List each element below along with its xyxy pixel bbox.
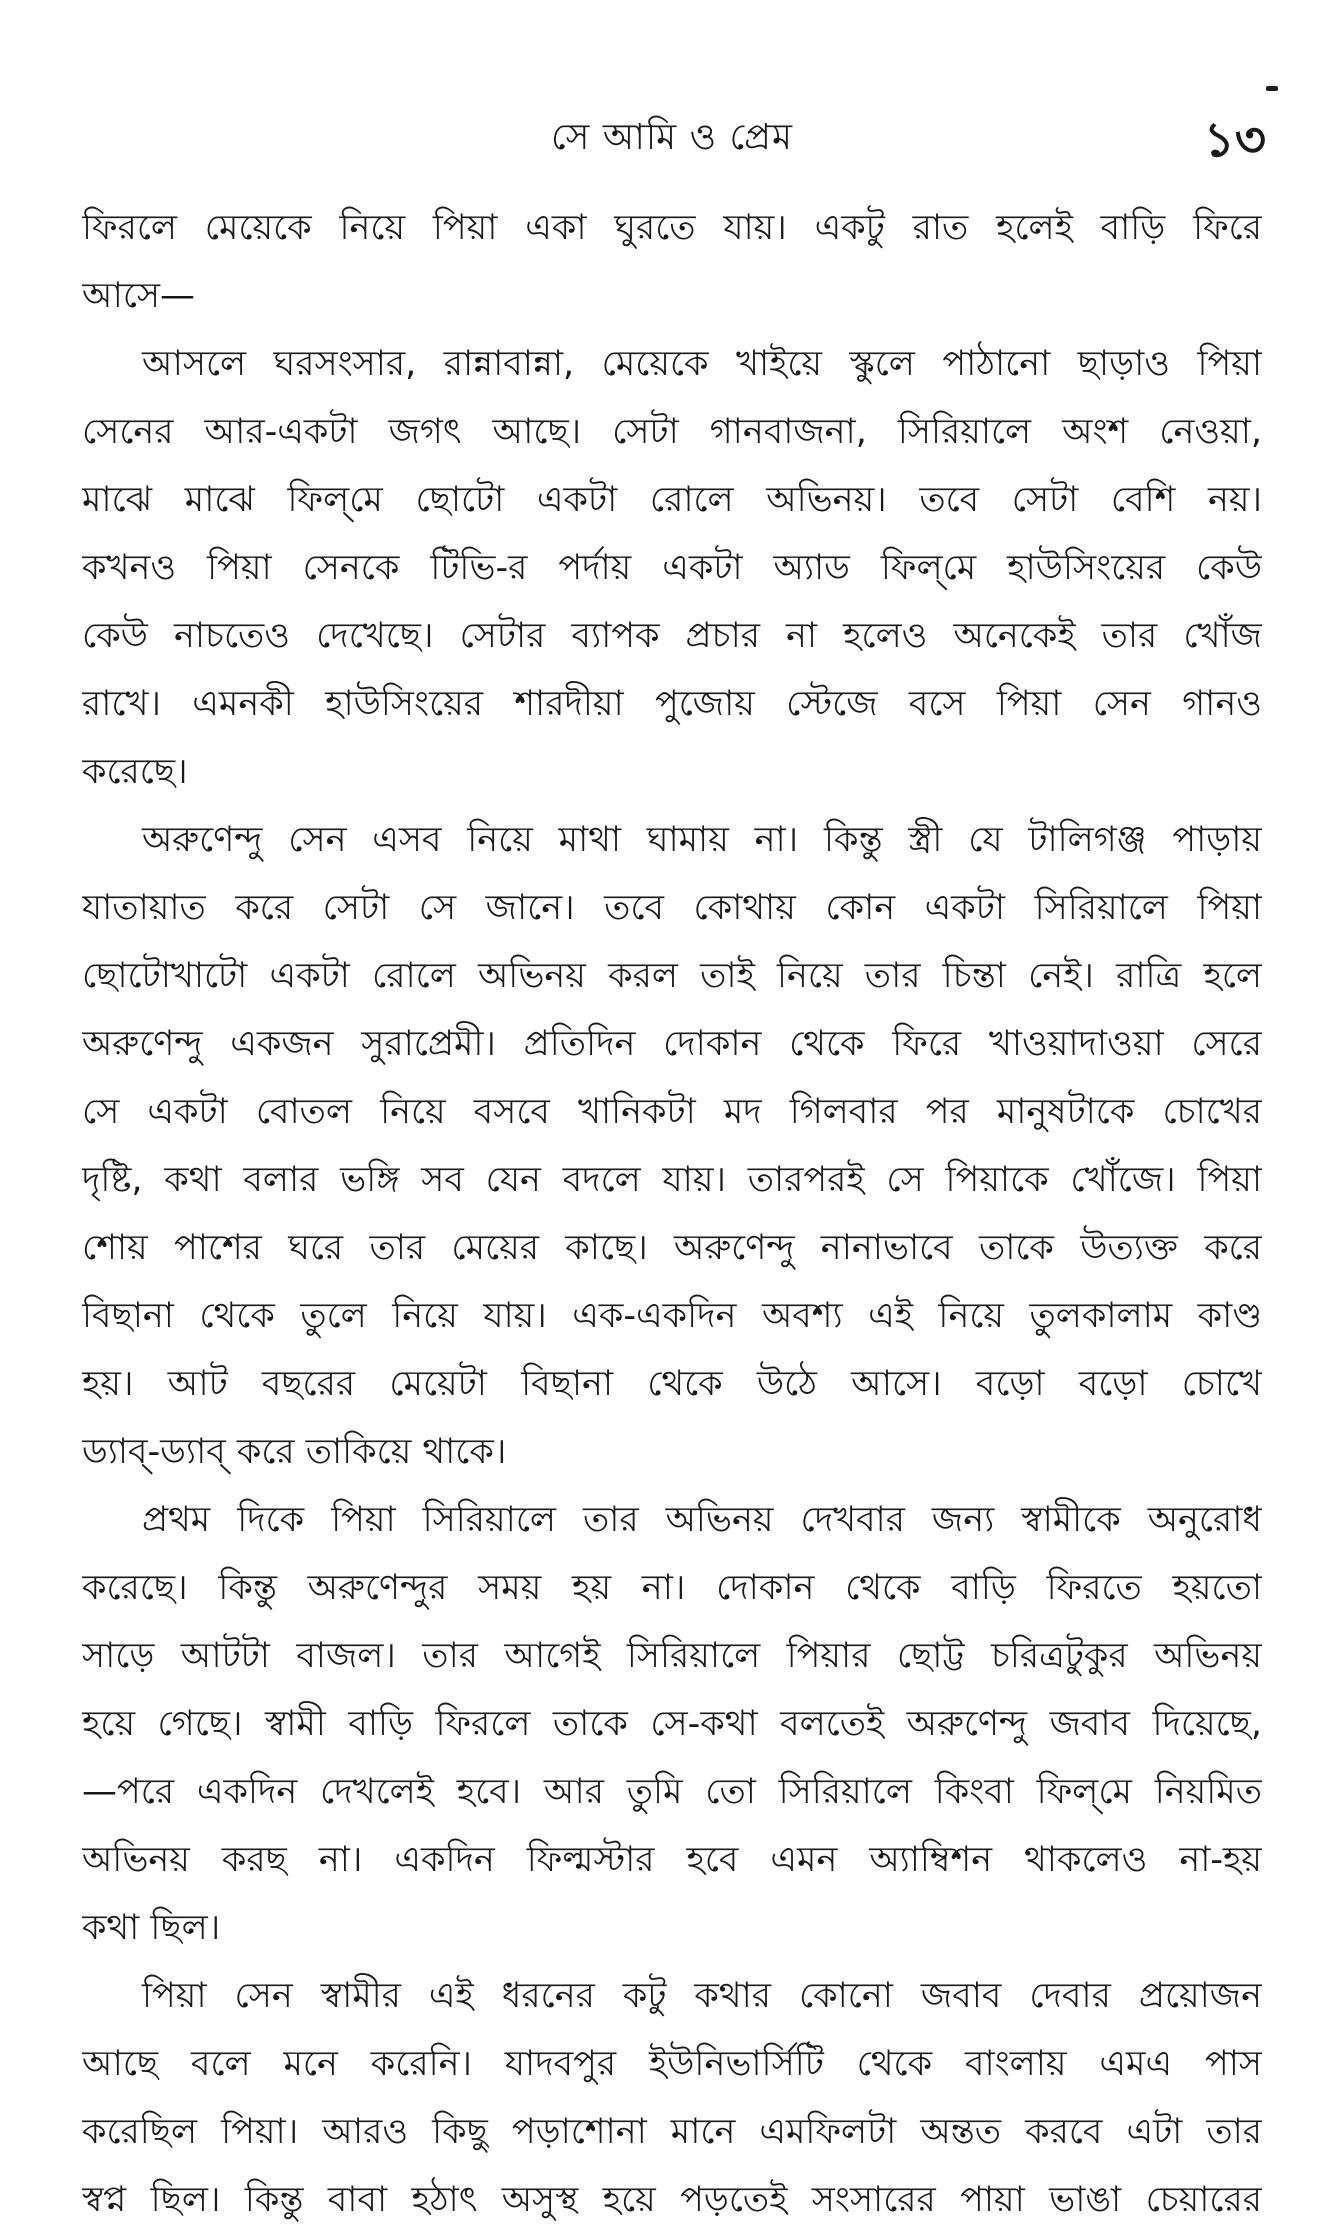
text-line: আসে— — [82, 276, 196, 316]
text-line: যাতায়াত করে সেটা সে জানে। তবে কোথায় কোন একটা সিরিয়ালে পিয়া — [82, 888, 1262, 928]
text-line: করেছিল পিয়া। আরও কিছু পড়াশোনা মানে এমফিলটা অন্তত করবে এটা তার — [82, 2112, 1262, 2152]
body-text — [82, 194, 1262, 2234]
text-line: সাড়ে আটটা বাজল। তার আগেই সিরিয়ালে পিয়ার ছোট্ট চরিত্রটুকুর অভিনয় — [82, 1636, 1262, 1676]
page-header-title: সে আমি ও প্রেম — [551, 117, 793, 158]
text-line: পিয়া সেন স্বামীর এই ধরনের কটু কথার কোনো জবাব দেবার প্রয়োজন — [142, 1976, 1262, 2016]
text-line: রাখে। এমনকী হাউসিংয়ের শারদীয়া পুজোয় স্টেজে বসে পিয়া সেন গানও — [82, 684, 1262, 724]
text-line: অরুণেন্দু একজন সুরাপ্রেমী। প্রতিদিন দোকান থেকে ফিরে খাওয়াদাওয়া সেরে — [82, 1024, 1262, 1064]
text-line: প্রথম দিকে পিয়া সিরিয়ালে তার অভিনয় দেখবার জন্য স্বামীকে অনুরোধ — [142, 1500, 1262, 1540]
text-line: —পরে একদিন দেখলেই হবে। আর তুমি তো সিরিয়ালে কিংবা ফিল্‌মে নিয়মিত — [82, 1772, 1262, 1812]
text-line: আসলে ঘরসংসার, রান্নাবান্না, মেয়েকে খাইয়ে স্কুলে পাঠানো ছাড়াও পিয়া — [142, 344, 1262, 384]
text-line: সে একটা বোতল নিয়ে বসবে খানিকটা মদ গিলবার পর মানুষটাকে চোখের — [82, 1092, 1262, 1132]
text-line: করেছে। কিন্তু অরুণেন্দুর সময় হয় না। দোকান থেকে বাড়ি ফিরতে হয়তো — [82, 1568, 1262, 1608]
text-line: হয়। আট বছরের মেয়েটা বিছানা থেকে উঠে আসে। বড়ো বড়ো চোখে — [82, 1364, 1262, 1404]
text-line: করেছে। — [82, 752, 188, 792]
text-line: শোয় পাশের ঘরে তার মেয়ের কাছে। অরুণেন্দু নানাভাবে তাকে উত্যক্ত করে — [82, 1228, 1262, 1268]
text-line: অভিনয় করছ না। একদিন ফিল্মস্টার হবে এমন অ্যাম্বিশন থাকলেও না-হয় — [82, 1840, 1262, 1880]
corner-mark — [1266, 86, 1278, 91]
text-line: আছে বলে মনে করেনি। যাদবপুর ইউনিভার্সিটি থেকে বাংলায় এমএ পাস — [82, 2044, 1262, 2084]
text-line: মাঝে মাঝে ফিল্‌মে ছোটো একটা রোলে অভিনয়। তবে সেটা বেশি নয়। — [82, 480, 1262, 520]
text-line: ফিরলে মেয়েকে নিয়ে পিয়া একা ঘুরতে যায়। একটু রাত হলেই বাড়ি ফিরে — [82, 208, 1262, 248]
text-line: ছোটোখাটো একটা রোলে অভিনয় করল তাই নিয়ে তার চিন্তা নেই। রাত্রি হলে — [82, 956, 1262, 996]
text-line: স্বপ্ন ছিল। কিন্তু বাবা হঠাৎ অসুস্থ হয়ে পড়তেই সংসারের পায়া ভাঙা চেয়ারের — [82, 2180, 1262, 2220]
running-head — [0, 104, 1344, 168]
text-line: কেউ নাচতেও দেখেছে। সেটার ব্যাপক প্রচার না হলেও অনেকেই তার খোঁজ — [82, 616, 1262, 656]
text-line: দৃষ্টি, কথা বলার ভঙ্গি সব যেন বদলে যায়। তারপরই সে পিয়াকে খোঁজে। পিয়া — [82, 1160, 1262, 1200]
text-line: অরুণেন্দু সেন এসব নিয়ে মাথা ঘামায় না। কিন্তু স্ত্রী যে টালিগঞ্জ পাড়ায় — [142, 820, 1262, 860]
text-line: বিছানা থেকে তুলে নিয়ে যায়। এক-একদিন অবশ্য এই নিয়ে তুলকালাম কাণ্ড — [82, 1296, 1262, 1336]
text-line: ড্যাব্‌-ড্যাব্‌ করে তাকিয়ে থাকে। — [82, 1432, 507, 1472]
text-line: কথা ছিল। — [82, 1908, 221, 1948]
text-line: কখনও পিয়া সেনকে টিভি-র পর্দায় একটা অ্যাড ফিল্‌মে হাউসিংয়ের কেউ — [82, 548, 1262, 588]
text-line: হয়ে গেছে। স্বামী বাড়ি ফিরলে তাকে সে-কথা বলতেই অরুণেন্দু জবাব দিয়েছে, — [82, 1704, 1262, 1744]
text-line: সেনের আর-একটা জগৎ আছে। সেটা গানবাজনা, সিরিয়ালে অংশ নেওয়া, — [82, 412, 1262, 452]
page-number: ১৩ — [1203, 112, 1266, 168]
